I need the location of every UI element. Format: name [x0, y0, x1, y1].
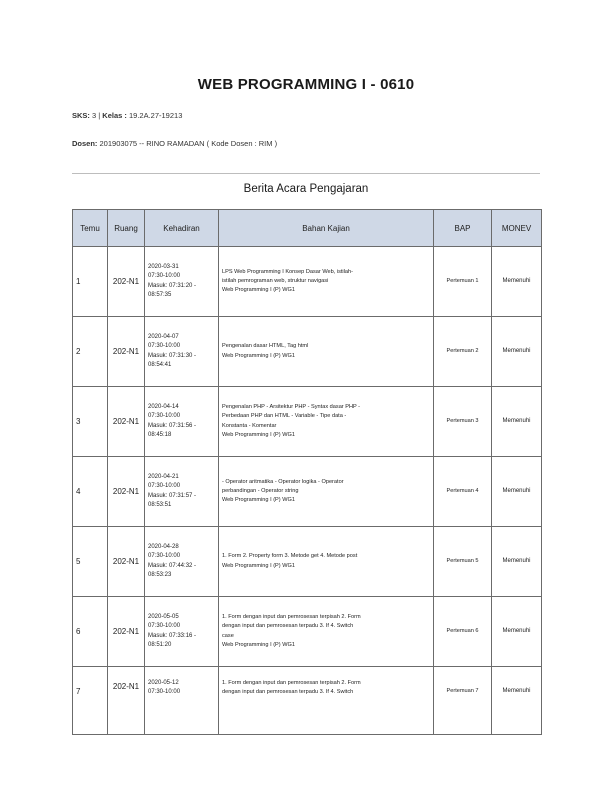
kehadiran-line: 2020-03-31: [148, 263, 179, 270]
column-header-temu: Temu: [73, 210, 108, 247]
kehadiran-line: 2020-04-07: [148, 333, 179, 340]
class-group-label: Web Programming I (P) WG1: [222, 431, 295, 438]
kehadiran-line: 07:30-10:00: [148, 413, 181, 420]
kelas-value: 19.2A.27-19213: [126, 111, 183, 120]
teaching-report-table: [72, 209, 542, 735]
cell-kehadiran: [145, 457, 219, 527]
bahan-kajian-line: 1. Form 2. Property form 3. Metode get 4. Metode post: [222, 553, 358, 560]
kehadiran-line: 08:54:41: [148, 361, 172, 368]
kehadiran-line: 07:30-10:00: [148, 689, 181, 696]
cell-kehadiran: [145, 247, 219, 317]
cell-bap: Pertemuan 3: [434, 387, 492, 457]
bahan-kajian-line: Konstanta - Komentar: [222, 422, 277, 429]
kehadiran-line: 08:53:51: [148, 501, 172, 508]
lecturer-info-line: [72, 139, 277, 148]
kehadiran-line: 08:53:23: [148, 571, 172, 578]
kehadiran-line: Masuk: 07:44:32 -: [148, 562, 197, 569]
bahan-kajian-line: case: [222, 632, 234, 639]
kelas-label: Kelas :: [102, 111, 127, 120]
class-group-label: Web Programming I (P) WG1: [222, 497, 295, 504]
sks-value: 3 |: [89, 111, 103, 120]
cell-kehadiran: [145, 527, 219, 597]
dosen-label: Dosen:: [72, 139, 98, 148]
bahan-kajian-line: Pengenalan PHP - Arsitektur PHP - Syntax dasar PHP -: [222, 404, 361, 411]
cell-bahan-kajian: [219, 527, 434, 597]
cell-ruang: 202-N1: [108, 667, 145, 735]
column-header-kehadiran: Kehadiran: [145, 210, 219, 247]
kehadiran-line: 07:30-10:00: [148, 483, 181, 490]
cell-bahan-kajian: [219, 387, 434, 457]
cell-ruang: 202-N1: [108, 457, 145, 527]
cell-bap: Pertemuan 4: [434, 457, 492, 527]
cell-ruang: 202-N1: [108, 317, 145, 387]
cell-ruang: 202-N1: [108, 527, 145, 597]
cell-temu: 7: [73, 667, 108, 735]
cell-temu: 2: [73, 317, 108, 387]
table-row: [73, 457, 542, 527]
cell-monev: Memenuhi: [492, 667, 542, 735]
cell-bahan-kajian: [219, 247, 434, 317]
kehadiran-line: 07:30-10:00: [148, 273, 181, 280]
kehadiran-line: 2020-05-05: [148, 613, 179, 620]
kehadiran-line: 2020-04-14: [148, 403, 179, 410]
bahan-kajian-line: perbandingan - Operator string: [222, 487, 299, 494]
table-row: [73, 527, 542, 597]
table-row: [73, 597, 542, 667]
kehadiran-line: 07:30-10:00: [148, 343, 181, 350]
cell-monev: Memenuhi: [492, 317, 542, 387]
bahan-kajian-line: dengan input dan pemrosesan terpadu 3. If 4. Switch: [222, 623, 354, 630]
column-header-bap: BAP: [434, 210, 492, 247]
column-header-ruang: Ruang: [108, 210, 145, 247]
cell-monev: Memenuhi: [492, 597, 542, 667]
kehadiran-line: 2020-04-28: [148, 543, 179, 550]
cell-temu: 5: [73, 527, 108, 597]
sks-label: SKS:: [72, 111, 90, 120]
cell-ruang: 202-N1: [108, 247, 145, 317]
kehadiran-line: 07:30-10:00: [148, 553, 181, 560]
cell-temu: 6: [73, 597, 108, 667]
bahan-kajian-line: Pengenalan dasar HTML, Tag html: [222, 343, 309, 350]
dosen-value: 201903075 -- RINO RAMADAN ( Kode Dosen : RIM ): [97, 139, 278, 148]
cell-bahan-kajian: [219, 457, 434, 527]
cell-bap: Pertemuan 7: [434, 667, 492, 735]
cell-ruang: 202-N1: [108, 597, 145, 667]
cell-kehadiran: [145, 387, 219, 457]
cell-temu: 4: [73, 457, 108, 527]
cell-temu: 3: [73, 387, 108, 457]
cell-bap: Pertemuan 6: [434, 597, 492, 667]
cell-temu: 1: [73, 247, 108, 317]
kehadiran-line: Masuk: 07:33:16 -: [148, 632, 197, 639]
cell-monev: Memenuhi: [492, 387, 542, 457]
header-divider: [72, 173, 540, 174]
document-title: WEB PROGRAMMING I - 0610: [197, 76, 415, 93]
course-info-line: [72, 111, 182, 120]
kehadiran-line: 2020-04-21: [148, 473, 179, 480]
cell-bap: Pertemuan 5: [434, 527, 492, 597]
cell-bap: Pertemuan 1: [434, 247, 492, 317]
cell-bahan-kajian: [219, 667, 434, 735]
class-group-label: Web Programming I (P) WG1: [222, 352, 295, 359]
table-row: [73, 387, 542, 457]
kehadiran-line: Masuk: 07:31:30 -: [148, 352, 197, 359]
cell-bahan-kajian: [219, 597, 434, 667]
cell-monev: Memenuhi: [492, 457, 542, 527]
column-header-bahan-kajian: Bahan Kajian: [219, 210, 434, 247]
kehadiran-line: 08:57:35: [148, 291, 172, 298]
bahan-kajian-line: 1. Form dengan input dan pemrosesan terpisah 2. Form: [222, 680, 361, 686]
bahan-kajian-line: 1. Form dengan input dan pemrosesan terpisah 2. Form: [222, 614, 361, 621]
cell-kehadiran: [145, 317, 219, 387]
bahan-kajian-line: dengan input dan pemrosesan terpadu 3. If 4. Switch: [222, 689, 354, 696]
class-group-label: Web Programming I (P) WG1: [222, 641, 295, 648]
kehadiran-line: Masuk: 07:31:56 -: [148, 422, 197, 429]
cell-ruang: 202-N1: [108, 387, 145, 457]
kehadiran-line: Masuk: 07:31:57 -: [148, 492, 197, 499]
cell-kehadiran: [145, 667, 219, 735]
section-title: Berita Acara Pengajaran: [243, 183, 369, 195]
cell-kehadiran: [145, 597, 219, 667]
kehadiran-line: 2020-05-12: [148, 680, 179, 686]
table-row: [73, 667, 542, 735]
class-group-label: Web Programming I (P) WG1: [222, 562, 295, 569]
table-header-row: [73, 210, 542, 247]
table-row: [73, 247, 542, 317]
bahan-kajian-line: istilah pemrograman web, struktur navigasi: [222, 277, 329, 284]
cell-bap: Pertemuan 2: [434, 317, 492, 387]
bahan-kajian-line: Perbedaan PHP dan HTML - Variable - Tipe data -: [222, 413, 347, 420]
kehadiran-line: 08:45:18: [148, 431, 172, 438]
kehadiran-line: Masuk: 07:31:20 -: [148, 282, 197, 289]
kehadiran-line: 07:30-10:00: [148, 623, 181, 630]
kehadiran-line: 08:51:20: [148, 641, 172, 648]
cell-monev: Memenuhi: [492, 527, 542, 597]
table-row: [73, 317, 542, 387]
cell-monev: Memenuhi: [492, 247, 542, 317]
bahan-kajian-line: LPS Web Programming I Konsep Dasar Web, istilah-: [222, 268, 353, 275]
cell-bahan-kajian: [219, 317, 434, 387]
bahan-kajian-line: - Operator aritmatika - Operator logika - Operator: [222, 478, 344, 485]
column-header-monev: MONEV: [492, 210, 542, 247]
class-group-label: Web Programming I (P) WG1: [222, 287, 295, 294]
